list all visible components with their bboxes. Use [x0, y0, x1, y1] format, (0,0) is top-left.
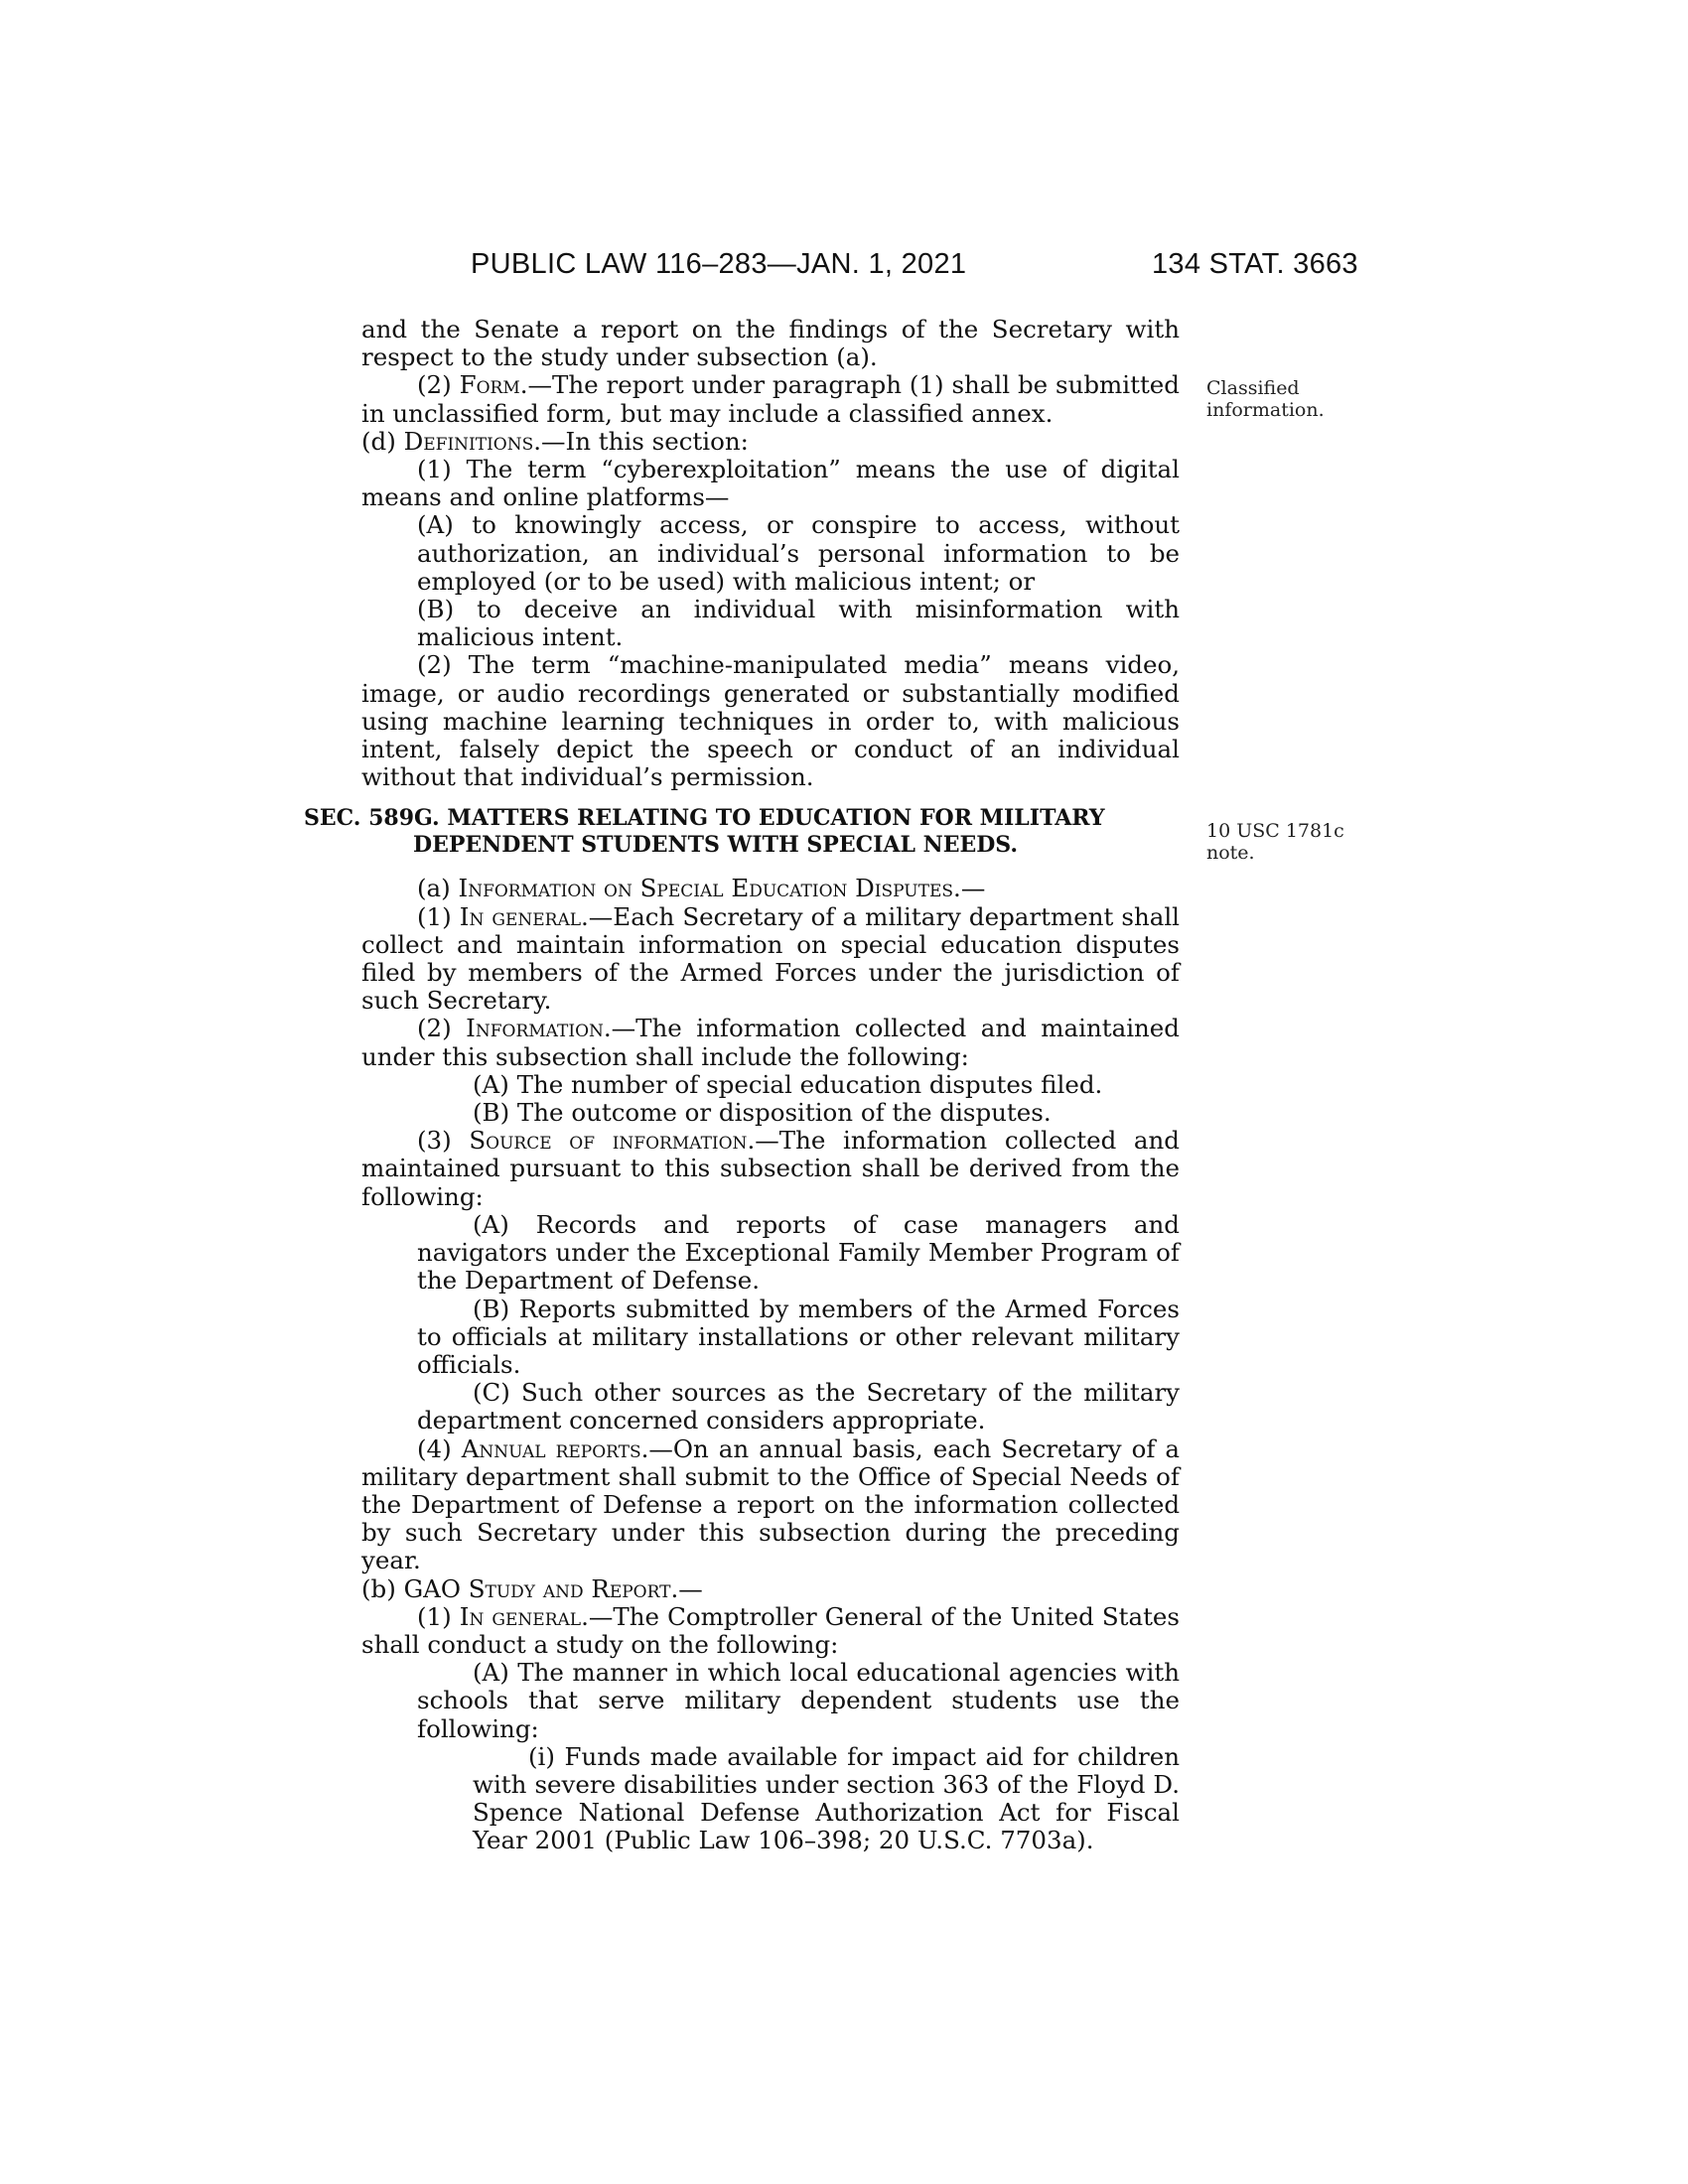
- clause-a3-A: (A) Records and reports of case managers and navigators under the Exceptional Family Member Program of the Department of Defense.: [417, 1209, 1180, 1296]
- definition-machine-manipulated-media: (2) The term “machine-manipulated media” means video, image, or audio recordings generated or substantially modified using machine learning techniques in order to, with malicious intent, falsely depict the speech or conduct of an individual without that individual’s permission.: [361, 650, 1180, 792]
- paragraph-form: [361, 371, 1180, 427]
- paragraph-a4: [361, 1435, 1180, 1575]
- subsection-heading: GAO Study and Report: [403, 1573, 671, 1603]
- margin-note-line: Classified: [1206, 377, 1300, 399]
- paragraph-a3: [361, 1127, 1180, 1211]
- clause-b1-A-i: (i) Funds made available for impact aid for children with severe disabilities under section 363 of the Floyd D. Spence National Defense Authorization Act for Fiscal Year 2001 (Public Law 106–398; 20 U.S.C. 7703a).: [473, 1741, 1180, 1855]
- paragraph-heading: Form: [459, 370, 520, 400]
- margin-note-line: information.: [1206, 399, 1325, 421]
- subsection-a: [361, 875, 1180, 902]
- paragraph-a2: [361, 1015, 1180, 1070]
- section-heading: [304, 805, 1180, 859]
- subsection-label: (d): [361, 426, 404, 456]
- paragraph-heading: In general: [459, 1601, 582, 1631]
- clause-a2-A: (A) The number of special education disputes filed.: [473, 1069, 1103, 1099]
- clause-b1-A: (A) The manner in which local educational agencies with schools that serve military dependent students use the following:: [417, 1658, 1180, 1743]
- subsection-heading: Information on Special Education Disputes: [458, 874, 954, 903]
- clause-a2-B: (B) The outcome or disposition of the disputes.: [473, 1098, 1052, 1128]
- paragraph-text: .—The Comptroller General of the United States shall conduct a study on the following:: [361, 1601, 1180, 1659]
- document-body: [304, 315, 1181, 1855]
- subsection-b: [361, 1575, 1180, 1603]
- section-title-line2: DEPENDENT STUDENTS WITH SPECIAL NEEDS.: [413, 832, 1019, 859]
- paragraph-heading: Source of information: [469, 1126, 748, 1156]
- header-page-number: 134 STAT. 3663: [1152, 248, 1358, 280]
- paragraph-number: (2): [417, 1014, 467, 1043]
- margin-note-line: note.: [1206, 842, 1255, 864]
- paragraph-number: (3): [417, 1126, 470, 1156]
- running-header: [0, 248, 1688, 288]
- paragraph-text: .—The information collected and maintained pursuant to this subsection shall be derived from the following:: [361, 1126, 1180, 1211]
- definition-cyberexploitation: (1) The term “cyberexploitation” means the use of digital means and online platforms—: [361, 455, 1180, 512]
- paragraph-heading: In general: [459, 901, 582, 931]
- subsection-text: .—: [670, 1573, 703, 1603]
- header-title: PUBLIC LAW 116–283—JAN. 1, 2021: [471, 248, 967, 280]
- paragraph-heading: Annual reports: [461, 1433, 641, 1463]
- paragraph-a1: [361, 903, 1180, 1016]
- paragraph-number: (4): [417, 1433, 462, 1463]
- subsection-definitions: [361, 428, 1180, 456]
- paragraph-heading: Information: [466, 1014, 604, 1043]
- paragraph-continuation: and the Senate a report on the findings of the Secretary with respect to the study under subsection (a).: [361, 315, 1180, 372]
- paragraph-b1: [361, 1603, 1180, 1659]
- paragraph-number: (1): [417, 1601, 460, 1631]
- section-title-line1: MATTERS RELATING TO EDUCATION FOR MILITARY: [447, 805, 1105, 832]
- clause-a3-B: (B) Reports submitted by members of the Armed Forces to officials at military installations or other relevant military officials.: [417, 1294, 1180, 1379]
- subsection-text: .—In this section:: [533, 426, 749, 456]
- section-number: SEC. 589G.: [304, 805, 440, 832]
- margin-note-usc-citation: [1206, 820, 1344, 864]
- definition-clause-a: (A) to knowingly access, or conspire to access, without authorization, an individual’s personal information to be employed (or to be used) with malicious intent; or: [417, 510, 1180, 596]
- paragraph-text: .—On an annual basis, each Secretary of a military department shall submit to the Office of Special Needs of the Department of Defense a report on the information collected by such Secretary under this subsection during the preceding year.: [361, 1433, 1181, 1575]
- margin-note-classified: [1206, 377, 1325, 421]
- definition-clause-b: (B) to deceive an individual with misinformation with malicious intent.: [417, 595, 1180, 652]
- subsection-label: (b): [361, 1573, 404, 1603]
- margin-note-line: 10 USC 1781c: [1206, 820, 1344, 842]
- paragraph-number: (2): [417, 370, 460, 400]
- subsection-text: .—: [953, 874, 986, 903]
- paragraph-text: .—Each Secretary of a military department shall collect and maintain information on special education disputes filed by members of the Armed Forces under the jurisdiction of such Secretary.: [361, 901, 1180, 1016]
- paragraph-text: .—The information collected and maintained under this subsection shall include the following:: [361, 1014, 1180, 1071]
- paragraph-text: .—The report under paragraph (1) shall be submitted in unclassified form, but may include a classified annex.: [361, 370, 1180, 428]
- subsection-heading: Definitions: [403, 426, 534, 456]
- clause-a3-C: (C) Such other sources as the Secretary of the military department concerned considers appropriate.: [417, 1378, 1180, 1435]
- subsection-label: (a): [417, 874, 459, 903]
- paragraph-number: (1): [417, 901, 460, 931]
